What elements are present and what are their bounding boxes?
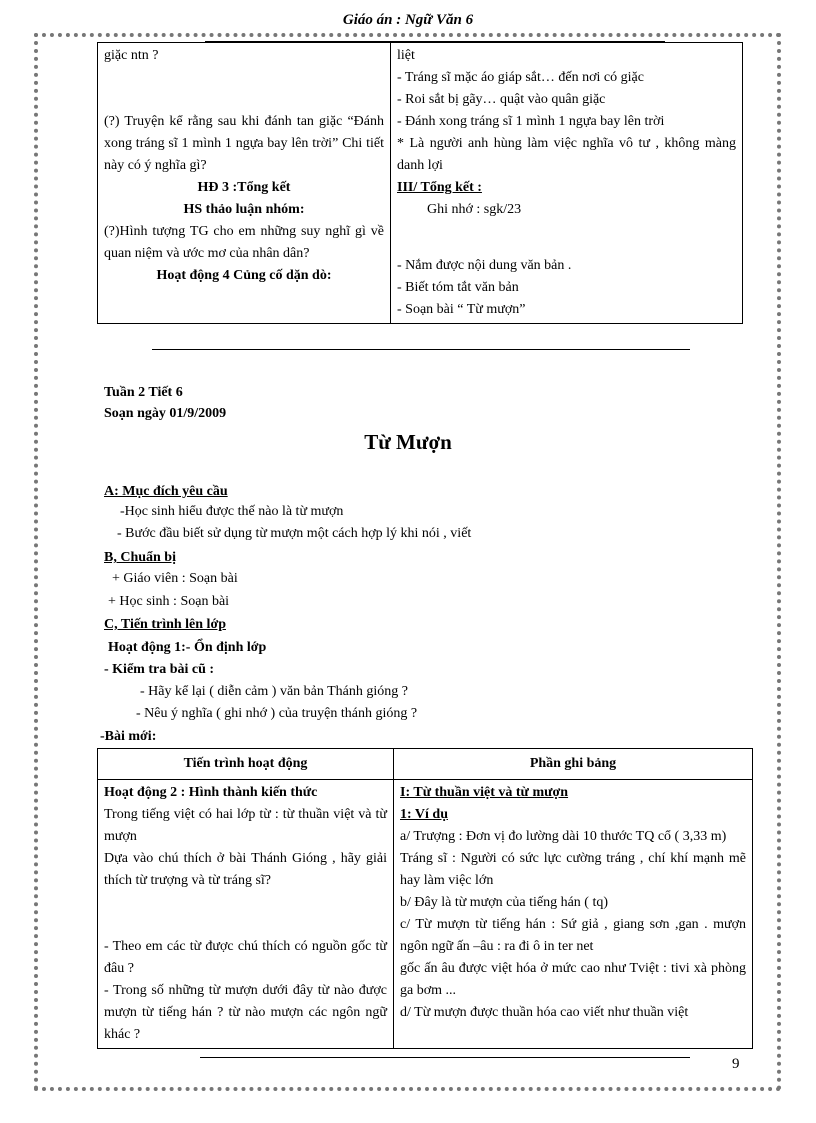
- table2-left-line: - Theo em các từ được chú thích có nguồn gốc từ đâu ?: [104, 939, 387, 976]
- text-line: Hoạt động 1:- Ổn định lớp: [108, 640, 267, 655]
- section-divider: [152, 349, 690, 350]
- section-heading: Hoạt động 2 : Hình thành kiến thức: [104, 785, 318, 800]
- table1-right-line: * Là người anh hùng làm việc nghĩa vô tư , không màng danh lợi: [397, 136, 736, 173]
- section-heading: C, Tiến trình lên lớp: [104, 617, 226, 632]
- section-heading: I: Từ thuần việt và từ mượn: [400, 785, 569, 800]
- table1-right-line: liệt: [397, 48, 415, 63]
- section-heading: HĐ 3 :Tổng kết: [197, 180, 291, 195]
- table2-left-line: Trong tiếng việt có hai lớp từ : từ thuần việt và từ mượn: [104, 807, 387, 844]
- table2-left-cell: [98, 780, 394, 1049]
- spacer: [397, 221, 736, 255]
- text-line: -Bài mới:: [100, 729, 157, 744]
- table1-left-line: (?) Truyện kể rằng sau khi đánh tan giặc “Đánh xong tráng sĩ 1 mình 1 ngựa bay lên trời” Chi tiết này có ý nghĩa gì?: [104, 114, 384, 173]
- date-label: Soạn ngày 01/9/2009: [104, 406, 227, 421]
- section-heading: 1: Ví dụ: [400, 807, 448, 822]
- table1-right-line: Ghi nhớ : sgk/23: [427, 202, 522, 217]
- text-line: -Học sinh hiểu được thế nào là từ mượn: [120, 504, 344, 519]
- page-title: Từ Mượn: [364, 430, 452, 454]
- column-header: Phần ghi bảng: [394, 749, 753, 780]
- table1-right-cell: [391, 43, 743, 324]
- text-line: - Kiểm tra bài cũ :: [104, 662, 215, 677]
- section-heading: B, Chuẩn bị: [104, 550, 176, 565]
- footer-rule: [200, 1057, 690, 1058]
- column-header: Tiến trình hoạt động: [98, 749, 394, 780]
- table2-left-line: - Trong số những từ mượn dưới đây từ nào được mượn từ tiếng hán ? từ nào mượn các ngôn ngữ khác ?: [104, 983, 387, 1042]
- table1-left-cell: [98, 43, 391, 324]
- activity-table-continued: [97, 42, 743, 324]
- table1-left-line: giặc ntn ?: [104, 48, 159, 63]
- table2-right-line: b/ Đây là từ mượn của tiếng hán ( tq): [400, 895, 609, 910]
- section-heading: A: Mục đích yêu cầu: [104, 484, 228, 499]
- spacer: [104, 67, 384, 111]
- table1-right-line: - Nắm được nội dung văn bản .: [397, 258, 572, 273]
- text-line: - Bước đầu biết sử dụng từ mượn một cách hợp lý khi nói , viết: [117, 526, 472, 541]
- page-header: Giáo án : Ngữ Văn 6: [342, 12, 474, 28]
- text-line: - Hãy kể lại ( diễn cảm ) văn bản Thánh gióng ?: [140, 684, 408, 699]
- text-line: + Học sinh : Soạn bài: [108, 594, 230, 609]
- table1-left-line: (?)Hình tượng TG cho em những suy nghĩ gì về quan niệm và ước mơ của nhân dân?: [104, 224, 384, 261]
- table1-right-line: - Đánh xong tráng sĩ 1 mình 1 ngựa bay lên trời: [397, 114, 665, 129]
- table2-right-line: Tráng sĩ : Người có sức lực cường tráng , chí khí mạnh mẽ hay làm việc lớn: [400, 851, 746, 888]
- table2-left-line: Dựa vào chú thích ở bài Thánh Gióng , hãy giải thích từ trượng và từ tráng sĩ?: [104, 851, 387, 888]
- table1-right-line: - Tráng sĩ mặc áo giáp sắt… đến nơi có giặc: [397, 70, 644, 85]
- section-heading: HS thảo luận nhóm:: [183, 202, 305, 217]
- week-label: Tuần 2 Tiết 6: [104, 385, 183, 400]
- text-line: - Nêu ý nghĩa ( ghi nhớ ) của truyện thánh gióng ?: [136, 706, 418, 721]
- page-number: 9: [732, 1056, 740, 1072]
- spacer: [104, 892, 387, 936]
- table1-right-line: - Roi sắt bị gãy… quật vào quân giặc: [397, 92, 606, 107]
- table2-right-cell: [394, 780, 753, 1049]
- activity-table: [97, 748, 753, 1049]
- text-line: + Giáo viên : Soạn bài: [112, 571, 238, 586]
- table2-right-line: c/ Từ mượn từ tiếng hán : Sứ giả , giang sơn ,gan . mượn ngôn ngữ ấn –âu : ra đi ô in ter net: [400, 917, 746, 954]
- table2-right-line: gốc ấn âu được việt hóa ở mức cao như Tviệt : tivi xà phòng ga bơm ...: [400, 961, 746, 998]
- table2-right-line: d/ Từ mượn được thuần hóa cao viết như thuần việt: [400, 1005, 689, 1020]
- table2-right-line: a/ Trượng : Đơn vị đo lường dài 10 thước TQ cổ ( 3,33 m): [400, 829, 727, 844]
- table1-right-line: - Soạn bài “ Từ mượn”: [397, 302, 526, 317]
- table1-right-line: - Biết tóm tắt văn bản: [397, 280, 519, 295]
- section-heading: III/ Tổng kết :: [397, 180, 482, 195]
- section-heading: Hoạt động 4 Củng cố dặn dò:: [156, 268, 332, 283]
